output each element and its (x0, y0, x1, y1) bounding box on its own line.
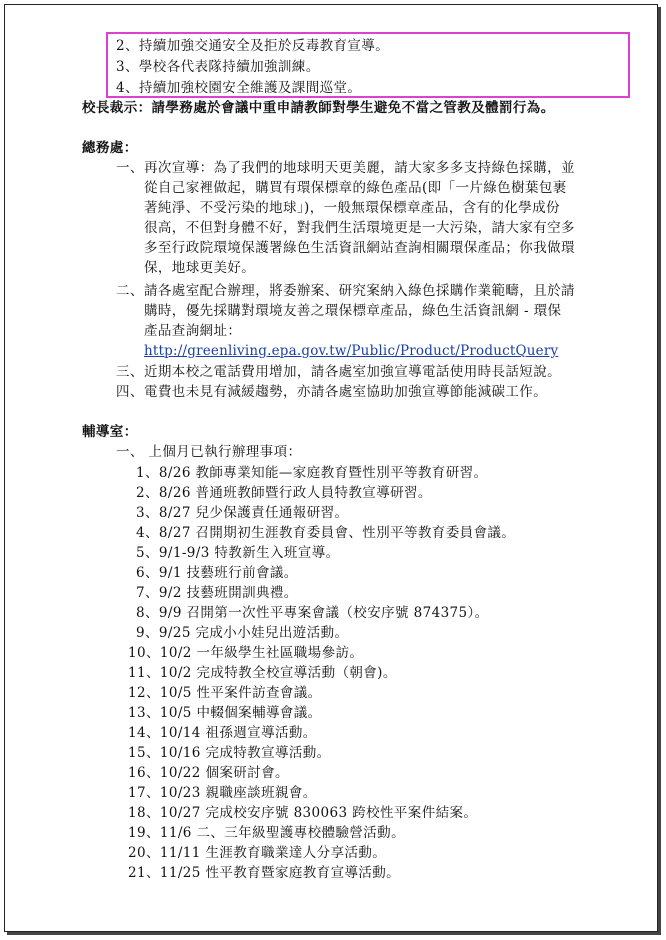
list-item: 4、8/27 召開期初生涯教育委員會、性別平等教育委員會議。 (136, 525, 516, 541)
item-number: 一、 (116, 160, 144, 176)
section-title-counseling: 輔導室： (82, 424, 138, 440)
paragraph-line: 從自己家裡做起，購買有環保標章的綠色產品(即「一片綠色樹葉包裹 (144, 180, 567, 196)
list-item: 2、8/26 普通班教師暨行政人員特教宣導研習。 (136, 485, 432, 501)
list-item: 12、10/5 性平案件訪查會議。 (128, 685, 322, 701)
paragraph-line: 購時，優先採購對環境友善之環保標章產品，綠色生活資訊網 - 環保 (144, 303, 562, 319)
paragraph-line: 保，地球更美好。 (144, 260, 256, 276)
list-item: 11、10/2 完成特教全校宣導活動（朝會)。 (128, 665, 397, 681)
list-item: 9、9/25 完成小小娃兒出遊活動。 (136, 625, 349, 641)
list-item: 3、8/27 兒少保護責任通報研習。 (136, 505, 349, 521)
paragraph-line: 很高，不但對身體不好，對我們生活環境更是一大污染，請大家有空多 (144, 220, 575, 236)
top-item: 2、持續加強交通安全及拒於反毒教育宣導。 (116, 38, 390, 54)
principal-remark: 校長裁示：請學務處於會議中重申請教師對學生避免不當之管教及體罰行為。 (82, 100, 555, 116)
list-item: 10、10/2 一年級學生社區職場參訪。 (128, 645, 364, 661)
list-item: 20、11/11 生涯教育職業達人分享活動。 (128, 845, 387, 861)
paragraph-line: 著純淨、不受污染的地球」)，一般無環保標章產品，含有的化學成份 (144, 200, 560, 216)
list-item: 1、8/26 教師專業知能—家庭教育暨性別平等教育研習。 (136, 465, 488, 481)
greenliving-link[interactable]: http://greenliving.epa.gov.tw/Public/Product/ProductQuery (144, 343, 559, 359)
item-number: 四、 (116, 384, 144, 400)
list-item: 16、10/22 個案研討會。 (128, 765, 289, 781)
paragraph-line: 多至行政院環境保護署綠色生活資訊網站查詢相關環保產品；你我做環 (144, 240, 575, 256)
list-item: 17、10/23 親職座談班親會。 (128, 785, 317, 801)
paragraph-line: 電費也未見有減緩趨勢，亦請各處室協助加強宣導節能減碳工作。 (144, 384, 548, 400)
item-number: 三、 (116, 364, 144, 380)
paragraph-line: 產品查詢網址： (144, 323, 242, 339)
list-item: 6、9/1 技藝班行前會議。 (136, 565, 298, 581)
list-item: 8、9/9 召開第一次性平專案會議（校安序號 874375）。 (136, 605, 489, 621)
list-item: 15、10/16 完成特教宣導活動。 (128, 745, 331, 761)
list-item: 19、11/6 二、三年級聖護專校體驗營活動。 (128, 825, 405, 841)
section-title-general-affairs: 總務處： (82, 140, 138, 156)
list-item: 14、10/14 祖孫週宣導活動。 (128, 725, 317, 741)
list-item: 21、11/25 性平教育暨家庭教育宣導活動。 (128, 865, 401, 881)
list-item: 18、10/27 完成校安序號 830063 跨校性平案件結案。 (128, 805, 478, 821)
top-item: 4、持續加強校園安全維護及課間巡堂。 (116, 80, 362, 96)
top-item: 3、學校各代表隊持續加強訓練。 (116, 59, 320, 75)
list-item: 7、9/2 技藝班開訓典禮。 (136, 585, 298, 601)
paragraph-line: 再次宣導：為了我們的地球明天更美麗，請大家多多支持綠色採購，並 (144, 160, 575, 176)
list-item: 13、10/5 中輟個案輔導會議。 (128, 705, 322, 721)
paragraph-line: 近期本校之電話費用增加，請各處室加強宣導電話使用時長話短說。 (144, 364, 561, 380)
list-item: 5、9/1-9/3 特教新生入班宣導。 (136, 545, 340, 561)
counseling-heading: 一、 上個月已執行辦理事項： (116, 444, 302, 460)
paragraph-line: 請各處室配合辦理，將委辦案、研究案納入綠色採購作業範疇，且於請 (144, 283, 575, 299)
item-number: 二、 (116, 283, 144, 299)
